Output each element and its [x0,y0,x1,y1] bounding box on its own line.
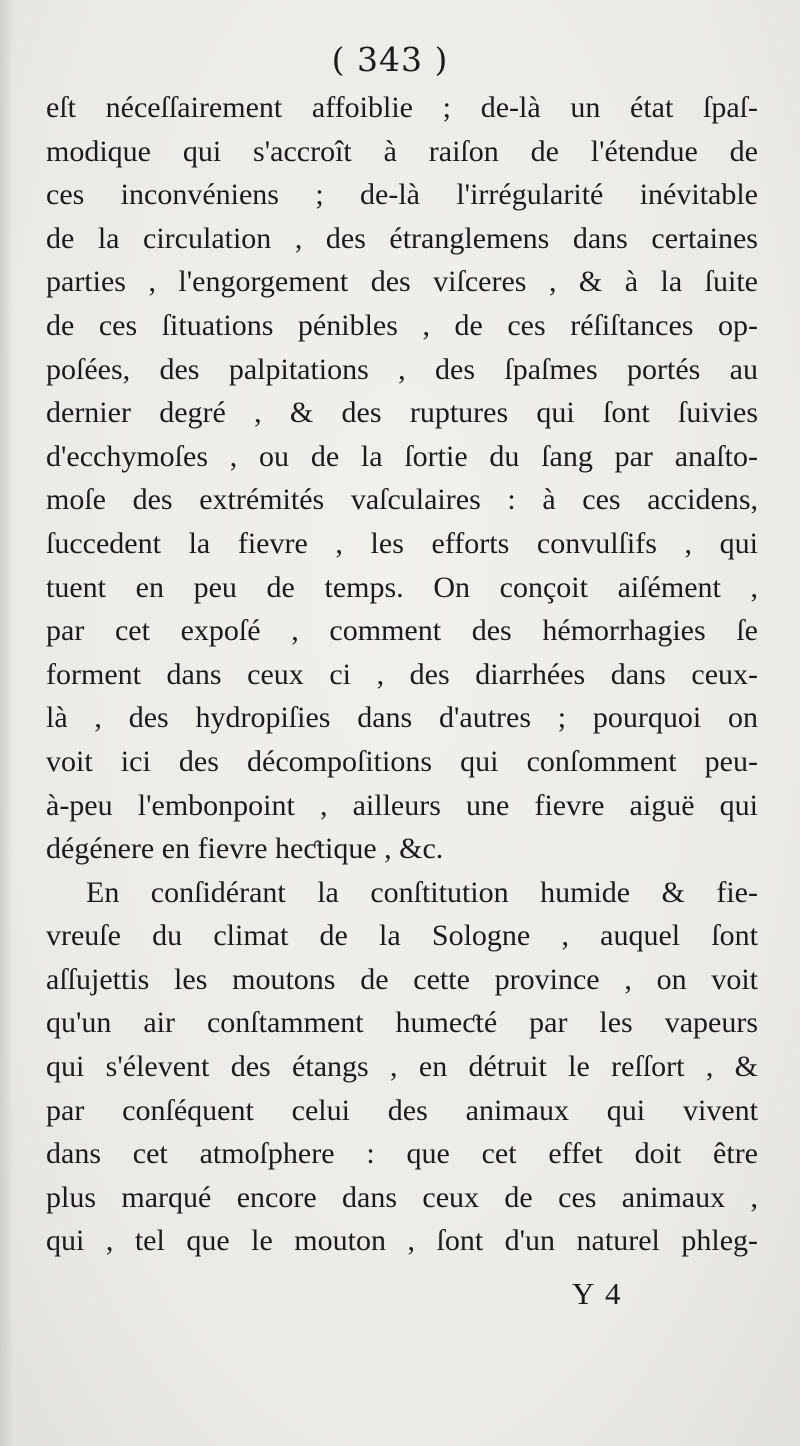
text-line: plus marqué encore dans ceux de ces animaux , [46,1180,758,1214]
page-gutter-shadow [0,0,14,1446]
text-line: à-peu l'embonpoint , ailleurs une fievre aiguë qui [46,788,758,822]
text-line: qui s'élevent des étangs , en détruit le reſſort , & [46,1050,758,1084]
text-line: par conſéquent celui des animaux qui vivent [46,1093,758,1127]
text-line: qu'un air conſtamment humeƈté par les vapeurs [46,1006,758,1040]
text-line: parties , l'engorgement des viſceres , & à la ſuite [46,265,758,299]
text-line: par cet expoſé , comment des hémorrhagies ſe [46,614,758,648]
text-line: dégénere en fievre heƈtique , &c. [46,832,444,866]
body-text [46,86,758,1263]
page-number: ( 343 ) [331,40,449,79]
text-line: de la circulation , des étranglemens dans certaines [46,221,758,255]
text-line: ſuccedent la fievre , les efforts convulſifs , qui [46,526,758,560]
text-line: voit ici des décompoſitions qui conſomment peu- [46,744,758,778]
text-line: là , des hydropiſies dans d'autres ; pourquoi on [46,701,758,735]
text-line: En conſidérant la conſtitution humide & fie- [86,875,758,909]
text-line: forment dans ceux ci , des diarrhées dans ceux- [46,657,758,691]
text-line: vreuſe du climat de la Sologne , auquel ſont [46,919,758,953]
text-line: de ces ſituations pénibles , de ces réſiſtances op- [46,308,758,342]
text-line: eſt néceſſairement affoiblie ; de-là un état ſpaſ- [46,91,758,124]
signature-mark: Y 4 [572,1276,623,1311]
text-line: aſſujettis les moutons de cette province , on voit [46,962,758,996]
text-line: qui , tel que le mouton , ſont d'un naturel phleg- [46,1224,758,1258]
text-line: dans cet atmoſphere : que cet effet doit être [46,1137,758,1171]
text-line: poſées, des palpitations , des ſpaſmes portés au [46,352,758,386]
text-line: dernier degré , & des ruptures qui ſont ſuivies [46,396,758,430]
text-line: modique qui s'accroît à raiſon de l'étendue de [46,134,758,168]
text-line: d'ecchymoſes , ou de la ſortie du ſang par anaſto- [46,439,758,473]
text-line: moſe des extrémités vaſculaires : à ces accidens, [46,483,758,517]
text-line: tuent en peu de temps. On conçoit aiſément , [46,570,758,604]
text-line: ces inconvéniens ; de-là l'irrégularité inévitable [46,178,758,212]
